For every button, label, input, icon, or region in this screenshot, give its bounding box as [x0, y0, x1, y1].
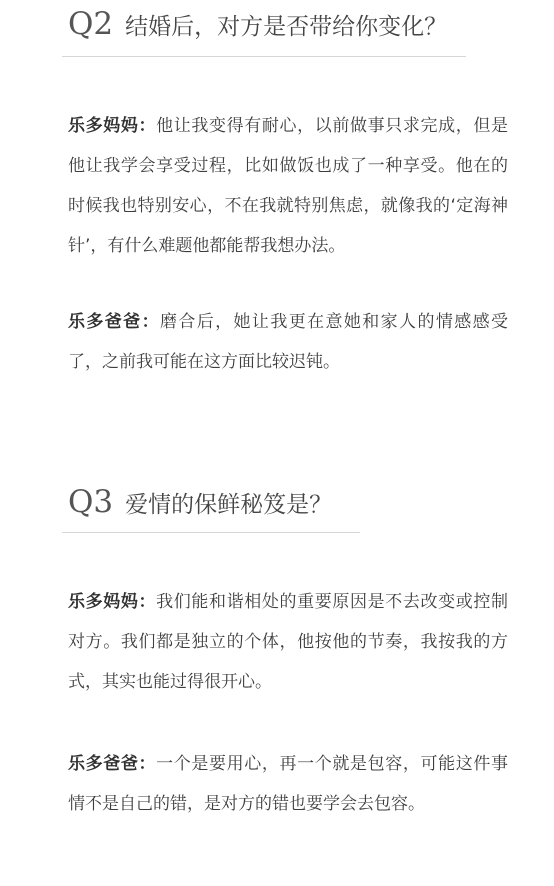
q2-question: 结婚后，对方是否带给你变化？ — [125, 14, 448, 40]
answer-text: 一个是要用心，再一个就是包容，可能这件事情不是自己的错，是对方的错也要学会去包容。 — [68, 754, 508, 814]
q3-number: Q3 — [68, 484, 114, 520]
q3-question: 爱情的保鲜秘笈是？ — [125, 492, 333, 518]
q3-divider — [62, 532, 360, 533]
q2-answer-dad — [68, 302, 508, 382]
q2-heading — [68, 6, 447, 42]
q2-divider — [62, 56, 466, 57]
speaker-label: 乐多妈妈： — [68, 592, 157, 612]
q3-heading — [68, 484, 332, 520]
speaker-label: 乐多爸爸： — [68, 754, 157, 774]
q2-answer-mom — [68, 106, 508, 266]
q2-number: Q2 — [68, 6, 114, 42]
speaker-label: 乐多妈妈： — [68, 116, 157, 136]
answer-text: 磨合后，她让我更在意她和家人的情感感受了，之前我可能在这方面比较迟钝。 — [68, 312, 509, 372]
answer-text: 他让我变得有耐心，以前做事只求完成，但是他让我学会享受过程，比如做饭也成了一种享受。他在的时候我也特别安心，不在我就特别焦虑，就像我的‘定海神针’，有什么难题他都能帮我想办法。 — [68, 116, 508, 256]
q3-answer-mom — [68, 582, 508, 702]
q3-answer-dad — [68, 744, 508, 824]
answer-text: 我们能和谐相处的重要原因是不去改变或控制对方。我们都是独立的个体，他按他的节奏，我按我的方式，其实也能过得很开心。 — [68, 592, 508, 692]
speaker-label: 乐多爸爸： — [68, 312, 160, 332]
